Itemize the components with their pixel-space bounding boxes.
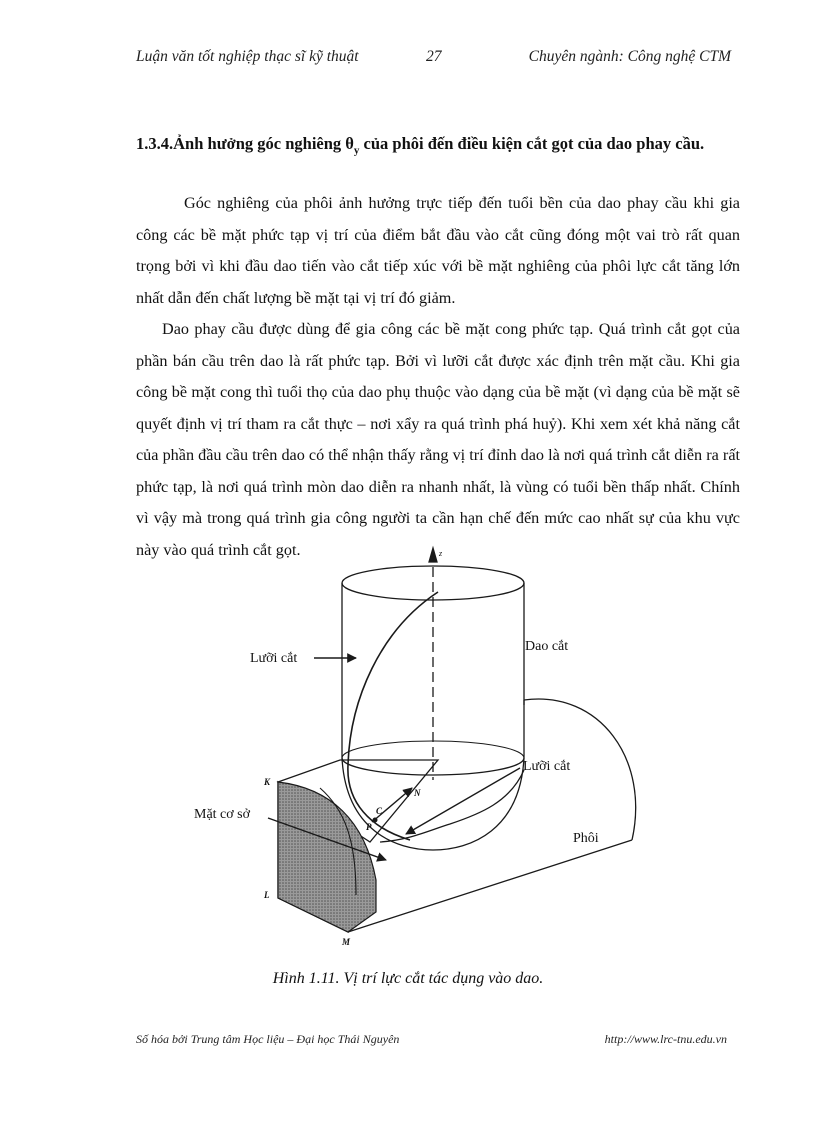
label-workpiece: Phôi	[573, 831, 599, 846]
workpiece-bottom-edge	[348, 840, 632, 932]
label-point-c: C	[376, 806, 383, 816]
label-cutting-edge-upper: Lưỡi cắt	[250, 651, 298, 666]
heading-subscript: y	[353, 144, 360, 157]
cut-surface-curve	[380, 770, 524, 842]
figure-caption: Hình 1.11. Vị trí lực cắt tác dụng vào dao.	[272, 970, 544, 987]
label-point-m: M	[342, 937, 351, 947]
z-axis-arrowhead	[429, 548, 437, 562]
point-c-dot	[373, 818, 378, 823]
label-base-plane: Mặt cơ sở	[194, 807, 251, 822]
footer-digitized-by: Số hóa bởi Trung tâm Học liệu – Đại học Thái Nguyên	[136, 1032, 400, 1046]
force-arrow-n	[372, 788, 412, 822]
label-axis-z: z	[439, 549, 443, 558]
label-point-l: L	[264, 890, 270, 900]
figure-drawing	[180, 540, 650, 950]
heading-suffix: của phôi đến điều kiện cắt gọt của dao phay cầu.	[359, 134, 705, 153]
section-heading	[136, 130, 736, 164]
footer-url: http://www.lrc-tnu.edu.vn	[604, 1032, 727, 1046]
header-thesis-title: Luận văn tốt nghiệp thạc sĩ kỹ thuật	[136, 48, 359, 65]
label-cutting-edge-lower: Lưỡi cắt	[523, 759, 571, 774]
base-plane-hatch	[278, 782, 376, 932]
label-point-p: P	[366, 822, 372, 832]
figure-ball-end-mill	[180, 540, 650, 950]
paragraph-2: Dao phay cầu được dùng để gia công các bề mặt cong phức tạp. Quá trình cắt gọt của phần bán cầu trên dao là rất phức tạp. Bởi vì lưỡi cắt được xác định trên mặt cầu. Khi gia công bề mặt cong thì tuổi thọ của dao phụ thuộc vào dạng của bề mặt (vì dạng của bề mặt sẽ quyết định vị trí tham ra cắt thực – nơi xẩy ra quá trình phá huỷ). Khi xem xét khả năng cắt của phần đầu cầu trên dao có thể nhận thấy rằng vị trí đỉnh dao là nơi quá trình cắt diễn ra rất phức tạp, là nơi quá trình mòn dao diễn ra nhanh nhất, là vùng có tuổi bền thấp nhất. Chính vì vậy mà trong quá trình gia công người ta cần hạn chế đến mức cao nhất sự của khu vực này vào quá trình cắt gọt.	[136, 320, 740, 559]
label-point-k: K	[264, 777, 271, 787]
page-number: 27	[426, 48, 442, 65]
heading-prefix: 1.3.4.Ảnh hưởng góc nghiêng θ	[136, 134, 354, 153]
header-specialization: Chuyên ngành: Công nghệ CTM	[528, 48, 731, 65]
label-point-n: N	[414, 788, 421, 798]
paragraph-1: Góc nghiêng của phôi ảnh hưởng trực tiếp đến tuổi bền của dao phay cầu khi gia công các bề mặt phức tạp vị trí của điểm bắt đầu vào cắt cũng đóng một vai trò rất quan trọng bởi vì khi đầu dao tiến vào cắt tiếp xúc với bề mặt nghiêng của phôi lực cắt tăng lớn nhất dẫn đến chất lượng bề mặt tại vị trí đó giảm.	[136, 194, 740, 307]
label-tool: Dao cắt	[525, 639, 569, 654]
cutting-edge-curve	[348, 592, 438, 840]
